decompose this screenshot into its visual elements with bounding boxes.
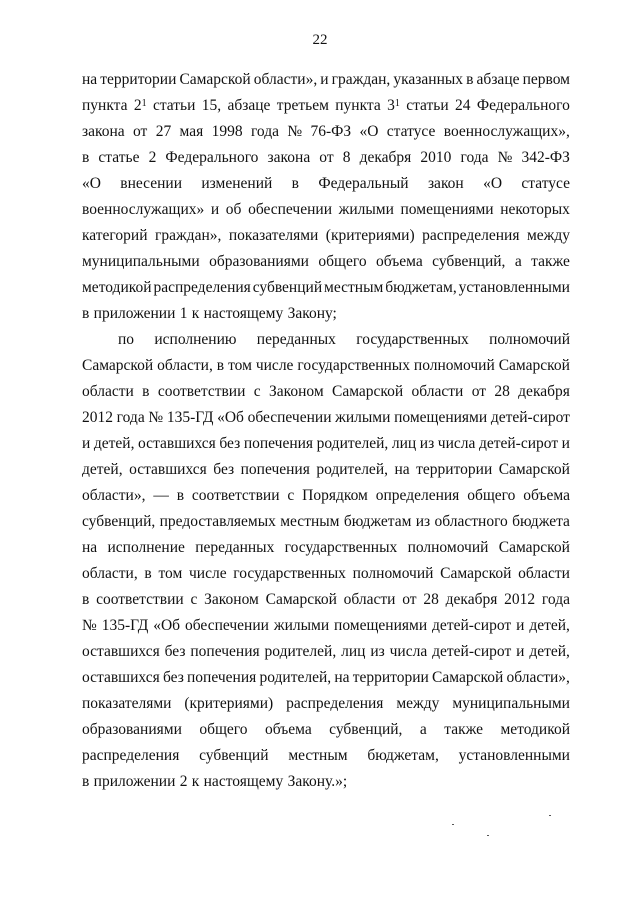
word: области	[343, 591, 396, 608]
word: Закону;	[287, 305, 337, 322]
word: и	[320, 71, 329, 88]
word: местным	[324, 279, 384, 296]
word: в	[82, 773, 90, 790]
word: родителей,	[316, 461, 388, 478]
word: бюджетам,	[367, 747, 439, 764]
word: соответствии	[96, 591, 184, 608]
word: к	[191, 305, 200, 322]
word: №	[497, 149, 513, 166]
word: Федерального	[476, 97, 570, 114]
word: статье	[98, 149, 140, 166]
word: бюджетам	[343, 513, 412, 530]
word: лиц	[391, 435, 417, 452]
word: без	[162, 669, 184, 686]
word: 2010	[420, 149, 452, 166]
word: №	[148, 409, 164, 426]
word: $2^1$	[133, 97, 147, 114]
word: государственных	[233, 565, 346, 582]
word: (критериями)	[325, 227, 415, 244]
word: муниципальными	[452, 695, 570, 712]
word: исполнение	[107, 539, 185, 556]
word: декабря	[445, 591, 498, 608]
text-line	[82, 122, 570, 142]
word: в	[466, 71, 474, 88]
word: том	[228, 357, 252, 374]
word: помещениями	[400, 201, 494, 218]
word: попечения	[240, 461, 310, 478]
text-line	[82, 694, 570, 714]
text-line	[82, 278, 570, 298]
word: абзаце	[476, 71, 520, 88]
word: 2	[179, 773, 188, 790]
superscript: 1	[394, 98, 400, 109]
word: «О	[82, 175, 101, 192]
word: попечения	[190, 643, 260, 660]
word: от	[471, 383, 487, 400]
text-line	[82, 460, 570, 480]
word: и	[516, 617, 525, 634]
text-line	[82, 434, 570, 454]
word: области,	[157, 357, 213, 374]
word: настоящему	[203, 305, 284, 322]
word: территории	[100, 71, 177, 88]
text-line	[82, 512, 570, 532]
word: №	[82, 617, 97, 634]
word: закона	[82, 123, 125, 140]
word: из	[415, 513, 431, 530]
word: статьи	[406, 97, 449, 114]
word: том	[158, 565, 183, 582]
text-line	[82, 668, 570, 688]
word: с	[190, 591, 198, 608]
text-line	[82, 408, 570, 428]
word: 135-ГД	[101, 617, 149, 634]
word: области,	[82, 565, 138, 582]
word: бюджетам,	[385, 279, 457, 296]
word: исполнению	[154, 331, 237, 348]
word: в	[142, 383, 150, 400]
word: числе	[188, 565, 227, 582]
word: 24	[455, 97, 471, 114]
word: 28	[423, 591, 439, 608]
word: определения	[375, 487, 460, 504]
word: общего	[467, 487, 516, 504]
word: попечения	[187, 669, 257, 686]
word: соответствии	[157, 383, 246, 400]
text-line	[82, 642, 570, 662]
word: образованиями	[209, 253, 309, 270]
word: показателями	[82, 695, 172, 712]
word: распределения	[286, 695, 384, 712]
word: жилыми	[273, 617, 330, 634]
word: числе	[255, 357, 294, 374]
word: категорий	[82, 227, 148, 244]
word: установленными	[458, 279, 570, 296]
word: Самарской	[498, 539, 570, 556]
word: в	[291, 175, 299, 192]
word: года	[116, 409, 145, 426]
word: от	[319, 149, 334, 166]
text-line	[82, 174, 570, 194]
word: пункта	[335, 97, 381, 114]
word: Законом	[268, 383, 324, 400]
word: первом	[522, 71, 570, 88]
word: без	[219, 435, 241, 452]
word: (критериями)	[184, 695, 274, 712]
word: методикой	[500, 721, 570, 738]
word: областного	[434, 513, 508, 530]
word: без	[164, 643, 186, 660]
word: 1998	[211, 123, 243, 140]
word: государственных	[284, 539, 398, 556]
word: соответствии	[191, 487, 280, 504]
word: приложении	[93, 773, 176, 790]
word: и	[561, 435, 570, 452]
word: лиц	[341, 643, 366, 660]
word: 2012	[504, 591, 536, 608]
word: №	[287, 123, 303, 140]
word: государственных	[297, 357, 410, 374]
word: Федерального	[165, 149, 259, 166]
word: об	[225, 201, 242, 218]
word: государственных	[356, 331, 469, 348]
word: Самарской	[432, 669, 504, 686]
word: субвенций,	[329, 721, 403, 738]
word: области	[82, 383, 134, 400]
word: полномочий	[352, 565, 434, 582]
word: а	[514, 253, 522, 270]
word: помещениями	[334, 617, 428, 634]
word: без	[213, 461, 235, 478]
word: года	[250, 123, 279, 140]
word: пункта	[82, 97, 128, 114]
word: на	[334, 669, 350, 686]
text-line	[82, 382, 570, 402]
scan-artifact	[549, 815, 551, 816]
word: субвенций	[199, 747, 269, 764]
word: «Об	[153, 617, 181, 634]
word: детей,	[529, 643, 570, 660]
word: в	[144, 565, 152, 582]
word: в	[176, 487, 185, 504]
word: 27	[155, 123, 172, 140]
word: 135-ГД	[166, 409, 214, 426]
text-line	[82, 200, 570, 220]
word: 1	[179, 305, 188, 322]
word: оставшихся	[82, 643, 160, 660]
word: настоящему	[203, 773, 284, 790]
word: детей-сирот	[432, 643, 512, 660]
word: субвенций	[252, 279, 323, 296]
word: детей-сирот	[432, 617, 512, 634]
word: бюджета	[512, 513, 570, 530]
word: 76-ФЗ	[310, 123, 352, 140]
word: с	[287, 487, 295, 504]
text-line	[82, 486, 570, 506]
word: субвенций,	[432, 253, 506, 270]
word: от	[133, 123, 148, 140]
text-line	[82, 746, 570, 766]
word: в	[82, 591, 90, 608]
word: числа	[437, 435, 476, 452]
word: предоставляемых	[159, 513, 276, 530]
word: и	[210, 201, 220, 218]
text-line	[82, 356, 570, 376]
word: граждан,	[331, 71, 391, 88]
word: от	[402, 591, 417, 608]
word: года	[460, 149, 489, 166]
word: объема	[523, 487, 570, 504]
word: числа	[389, 643, 428, 660]
word: Закону.»;	[287, 773, 348, 790]
word: полномочий	[413, 357, 495, 374]
word: года	[541, 591, 570, 608]
text-line	[82, 226, 570, 246]
word: родителей,	[264, 643, 337, 660]
word: приложении	[93, 305, 176, 322]
word: объема	[264, 721, 312, 738]
word: Самарской	[498, 461, 570, 478]
word: Самарской	[331, 383, 404, 400]
word: жилыми	[335, 409, 391, 426]
word: Самарской	[179, 71, 251, 88]
word: на	[394, 461, 410, 478]
word: по	[118, 331, 135, 348]
word: статьи	[152, 97, 196, 114]
word: области»,	[82, 487, 146, 504]
word: полномочий	[489, 331, 570, 348]
word: обеспечении	[247, 409, 332, 426]
word: оставшихся	[82, 669, 160, 686]
word: установленными	[458, 747, 570, 764]
word: методикой	[82, 279, 152, 296]
word: в	[82, 305, 90, 322]
word: Самарской	[440, 565, 512, 582]
word: Порядком	[302, 487, 368, 504]
word: 2012	[82, 409, 113, 426]
word: изменений	[201, 175, 273, 192]
word: попечения	[243, 435, 314, 452]
word: Законом	[204, 591, 259, 608]
text-line	[82, 538, 570, 558]
text-line	[82, 772, 570, 792]
word: общего	[318, 253, 367, 270]
word: родителей,	[316, 435, 389, 452]
word: Самарской	[82, 357, 154, 374]
word: граждан»,	[154, 227, 222, 244]
text-line	[82, 70, 570, 90]
word: распределения	[82, 747, 180, 764]
word: между	[526, 227, 570, 244]
word: детей,	[529, 617, 570, 634]
word: субвенций,	[82, 513, 156, 530]
word: переданных	[256, 331, 336, 348]
word: Самарской	[498, 357, 570, 374]
word: обеспечении	[185, 617, 269, 634]
word: детей,	[93, 435, 135, 452]
word: помещениями	[394, 409, 488, 426]
word: распределения	[153, 279, 251, 296]
word: территории	[352, 669, 429, 686]
word: местным	[288, 747, 348, 764]
word: третьем	[276, 97, 329, 114]
word: из	[370, 643, 385, 660]
word: полномочий	[407, 539, 489, 556]
word: и	[82, 435, 91, 452]
word: закон	[427, 175, 464, 192]
word: детей,	[82, 461, 123, 478]
text-line	[82, 616, 570, 636]
word: образованиями	[82, 721, 182, 738]
text-line	[82, 564, 570, 584]
text-line	[82, 590, 570, 610]
word: указанных	[393, 71, 464, 88]
word: между	[396, 695, 440, 712]
word: из	[419, 435, 435, 452]
word: к	[191, 773, 200, 790]
word: распределения	[422, 227, 520, 244]
word: закона	[267, 149, 311, 166]
word: «О	[483, 175, 503, 192]
word: декабря	[359, 149, 412, 166]
word: статусе	[521, 175, 570, 192]
text-line	[82, 720, 570, 740]
word: жилыми	[338, 201, 394, 218]
word: детей-сирот	[478, 435, 559, 452]
word: 15,	[201, 97, 222, 114]
word: Федеральный	[318, 175, 409, 192]
word: области»,	[253, 71, 318, 88]
word: и	[516, 643, 525, 660]
word: в	[216, 357, 225, 374]
scan-artifact	[452, 824, 454, 825]
word: общего	[199, 721, 248, 738]
word: $3^1$	[387, 97, 400, 114]
word: внесении	[120, 175, 183, 192]
word: 8	[342, 149, 351, 166]
word: военнослужащих»,	[443, 123, 570, 140]
word: на	[82, 71, 98, 88]
word: оставшихся	[138, 435, 216, 452]
word: объема	[376, 253, 423, 270]
word: а	[419, 721, 427, 738]
word: переданных	[195, 539, 275, 556]
word: области	[411, 383, 464, 400]
word: с	[253, 383, 261, 400]
word: 342-ФЗ	[521, 149, 570, 166]
word: оставшихся	[129, 461, 207, 478]
word: —	[153, 487, 169, 504]
page-number: 22	[312, 32, 328, 48]
superscript: 1	[141, 98, 147, 109]
word: области»,	[506, 669, 570, 686]
word: «Об	[217, 409, 244, 426]
word: в	[82, 149, 90, 166]
word: статусе	[386, 123, 436, 140]
word: детей-сирот	[490, 409, 570, 426]
word: Самарской	[265, 591, 337, 608]
text-line	[82, 252, 570, 272]
word: местным	[280, 513, 340, 530]
word: также	[444, 721, 483, 738]
word: показателями	[228, 227, 319, 244]
word: также	[531, 253, 570, 270]
scan-artifact	[487, 835, 489, 836]
word: абзаце	[227, 97, 271, 114]
text-line	[82, 304, 570, 324]
word: «О	[359, 123, 379, 140]
text-line	[82, 148, 570, 168]
word: некоторых	[500, 201, 570, 218]
word: 28	[494, 383, 510, 400]
word: на	[82, 539, 98, 556]
text-line	[82, 96, 570, 116]
word: 2	[148, 149, 157, 166]
word: территории	[416, 461, 493, 478]
word: муниципальными	[82, 253, 200, 270]
word: мая	[179, 123, 204, 140]
word: военнослужащих»	[82, 201, 205, 218]
word: обеспечении	[248, 201, 332, 218]
text-line	[118, 330, 570, 350]
word: декабря	[518, 383, 570, 400]
word: области	[518, 565, 570, 582]
word: родителей,	[259, 669, 332, 686]
